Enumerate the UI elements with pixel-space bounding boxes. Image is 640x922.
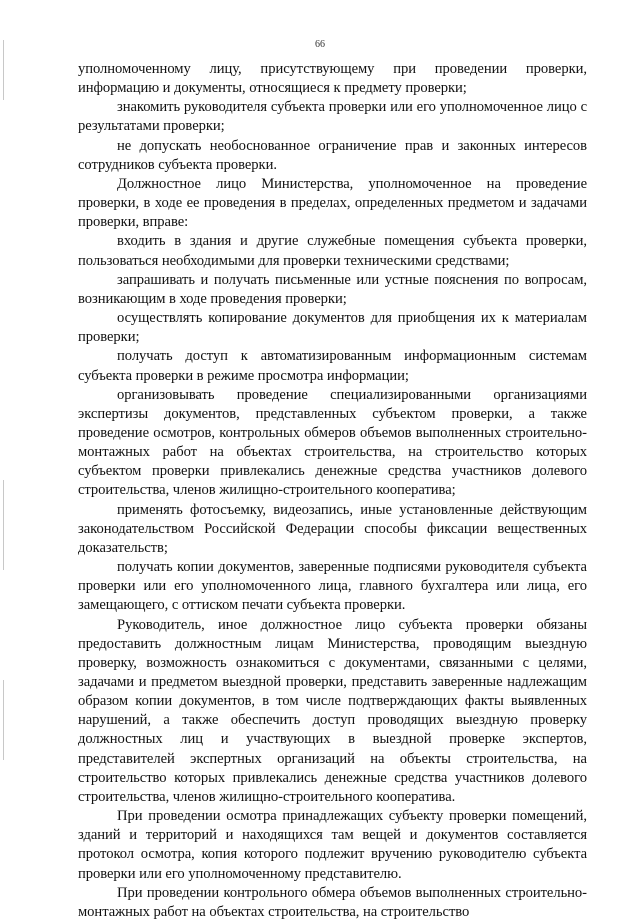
- paragraph: запрашивать и получать письменные или устные пояснения по вопросам, возникающим в ходе проведения проверки;: [78, 271, 587, 307]
- page-number: 66: [315, 39, 325, 50]
- paragraph: получать доступ к автоматизированным информационным системам субъекта проверки в режиме просмотра информации;: [78, 348, 587, 384]
- paragraph: применять фотосъемку, видеозапись, иные установленные действующим законодательством Российской Федерации способы фиксации вещественных доказательств;: [78, 501, 587, 556]
- paragraph: получать копии документов, заверенные подписями руководителя субъекта проверки или его уполномоченного лица, главного бухгалтера или лица, его замещающего, с оттиском печати субъекта проверки.: [78, 559, 587, 614]
- scan-artifact: [3, 40, 4, 100]
- paragraph: осуществлять копирование документов для приобщения их к материалам проверки;: [78, 310, 587, 346]
- scan-artifact: [3, 680, 4, 760]
- paragraph: организовывать проведение специализированными организациями экспертизы документов, представленных субъектом проверки, а также проведение осмотров, контрольных обмеров объемов выполненных строительно-монтажных работ на объектах строительства, на строительство которых субъектом проверки привлекались денежные средства участников долевого строительства, членов жилищно-строительного кооператива;: [78, 386, 587, 499]
- paragraph: уполномоченному лицу, присутствующему при проведении проверки, информацию и документы, относящиеся к предмету проверки;: [78, 61, 587, 97]
- paragraph: Руководитель, иное должностное лицо субъекта проверки обязаны предоставить должностным лицам Министерства, проводящим выездную проверку, возможность ознакомиться с документами, связанными с целями, задачами и предметом выездной проверки, представить заверенные надлежащим образом копии документов, в том числе подтверждающих факты выявленных нарушений, а также обеспечить доступ проводящих выездную проверку должностных лиц и участвующих в выездной проверке экспертов, представителей экспертных организаций на объекты строительства, на строительство которых привлекались денежные средства участников долевого строительства, членов жилищно-строительного кооператива.: [78, 616, 587, 805]
- paragraph: не допускать необоснованное ограничение прав и законных интересов сотрудников субъекта проверки.: [78, 137, 587, 173]
- paragraph: При проведении контрольного обмера объемов выполненных строительно-монтажных работ на объектах строительства, на строительство: [78, 884, 587, 920]
- paragraph: При проведении осмотра принадлежащих субъекту проверки помещений, зданий и территорий и находящихся там вещей и документов составляется протокол осмотра, копия которого подлежит вручению руководителю субъекта проверки или его уполномоченному представителю.: [78, 808, 587, 882]
- body-text: [78, 60, 587, 922]
- paragraph: входить в здания и другие служебные помещения субъекта проверки, пользоваться необходимыми для проверки техническими средствами;: [78, 233, 587, 269]
- paragraph: Должностное лицо Министерства, уполномоченное на проведение проверки, в ходе ее проведения в пределах, определенных предметом и задачами проверки, вправе:: [78, 175, 587, 231]
- scan-artifact: [3, 480, 4, 570]
- paragraph: знакомить руководителя субъекта проверки или его уполномоченное лицо с результатами проверки;: [78, 99, 587, 135]
